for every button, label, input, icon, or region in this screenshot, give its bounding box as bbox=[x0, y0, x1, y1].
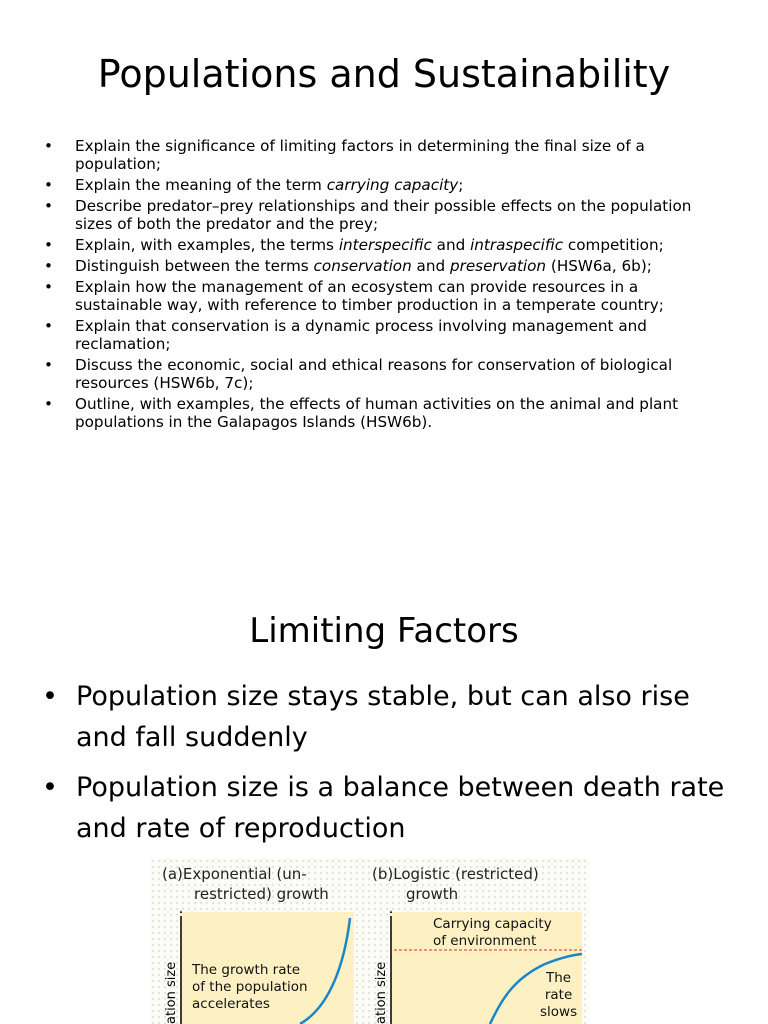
panel-a-caption-line2: restricted) growth bbox=[194, 885, 329, 903]
italic-term: intraspecific bbox=[470, 236, 564, 254]
panel-b-description bbox=[540, 970, 577, 1021]
panel-a-description bbox=[192, 962, 308, 1013]
objective-item: • Explain the meaning of the term carrying capacity; bbox=[40, 176, 720, 194]
cap-label-line: Carrying capacity bbox=[433, 916, 552, 932]
slide-title: Populations and Sustainability bbox=[97, 52, 671, 96]
panel-a-text-line: accelerates bbox=[192, 996, 270, 1012]
italic-term: interspecific bbox=[338, 236, 432, 254]
panel-a-caption-line1: (a)Exponential (un- bbox=[162, 865, 307, 883]
panel-a-text-line: The growth rate bbox=[192, 962, 301, 978]
objective-item: • Describe predator–prey relationships and their possible effects on the population sizes of both the predator and the prey; bbox=[40, 197, 720, 233]
panel-a-axis-arrow bbox=[180, 910, 182, 913]
objective-item: • Outline, with examples, the effects of human activities on the animal and plant populations in the Galapagos Islands (HSW6b). bbox=[40, 395, 720, 431]
objectives-list bbox=[40, 137, 720, 434]
objective-item: • Explain, with examples, the terms interspecific and intraspecific competition; bbox=[40, 236, 720, 254]
italic-term: preservation bbox=[449, 257, 547, 275]
panel-b-axis-arrow bbox=[390, 910, 392, 913]
growth-curves-figure bbox=[150, 858, 590, 1024]
italic-term: conservation bbox=[313, 257, 412, 275]
limiting-factors-list bbox=[42, 676, 732, 858]
italic-term: carrying capacity bbox=[326, 176, 459, 194]
objective-item: • Explain that conservation is a dynamic process involving management and reclamation; bbox=[40, 317, 720, 353]
panel-b-text-line: The bbox=[546, 970, 572, 986]
objective-item: • Explain how the management of an ecosystem can provide resources in a sustainable way, with reference to timber production in a temperate country; bbox=[40, 278, 720, 314]
list-item: • Population size is a balance between death rate and rate of reproduction bbox=[42, 767, 732, 849]
slide-title-limiting-factors: Limiting Factors bbox=[249, 611, 519, 651]
cap-label-line: of environment bbox=[433, 933, 537, 949]
objective-item: • Discuss the economic, social and ethical reasons for conservation of biological resources (HSW6b, 7c); bbox=[40, 356, 720, 392]
panel-a-text-line: of the population bbox=[192, 979, 308, 995]
panel-a-axis-label: ation size bbox=[164, 961, 179, 1024]
list-item: • Population size stays stable, but can also rise and fall suddenly bbox=[42, 676, 732, 758]
panel-b-text-line: slows bbox=[540, 1004, 578, 1020]
panel-b-text-line: rate bbox=[544, 987, 573, 1003]
objective-item: • Explain the significance of limiting factors in determining the final size of a population; bbox=[40, 137, 720, 173]
objective-item: • Distinguish between the terms conservation and preservation (HSW6a, 6b); bbox=[40, 257, 720, 275]
panel-b-caption-line2: growth bbox=[406, 885, 459, 903]
carrying-capacity-label bbox=[433, 916, 552, 950]
panel-b-caption-line1: (b)Logistic (restricted) bbox=[372, 865, 539, 883]
panel-b-axis-label: ation size bbox=[374, 961, 389, 1024]
